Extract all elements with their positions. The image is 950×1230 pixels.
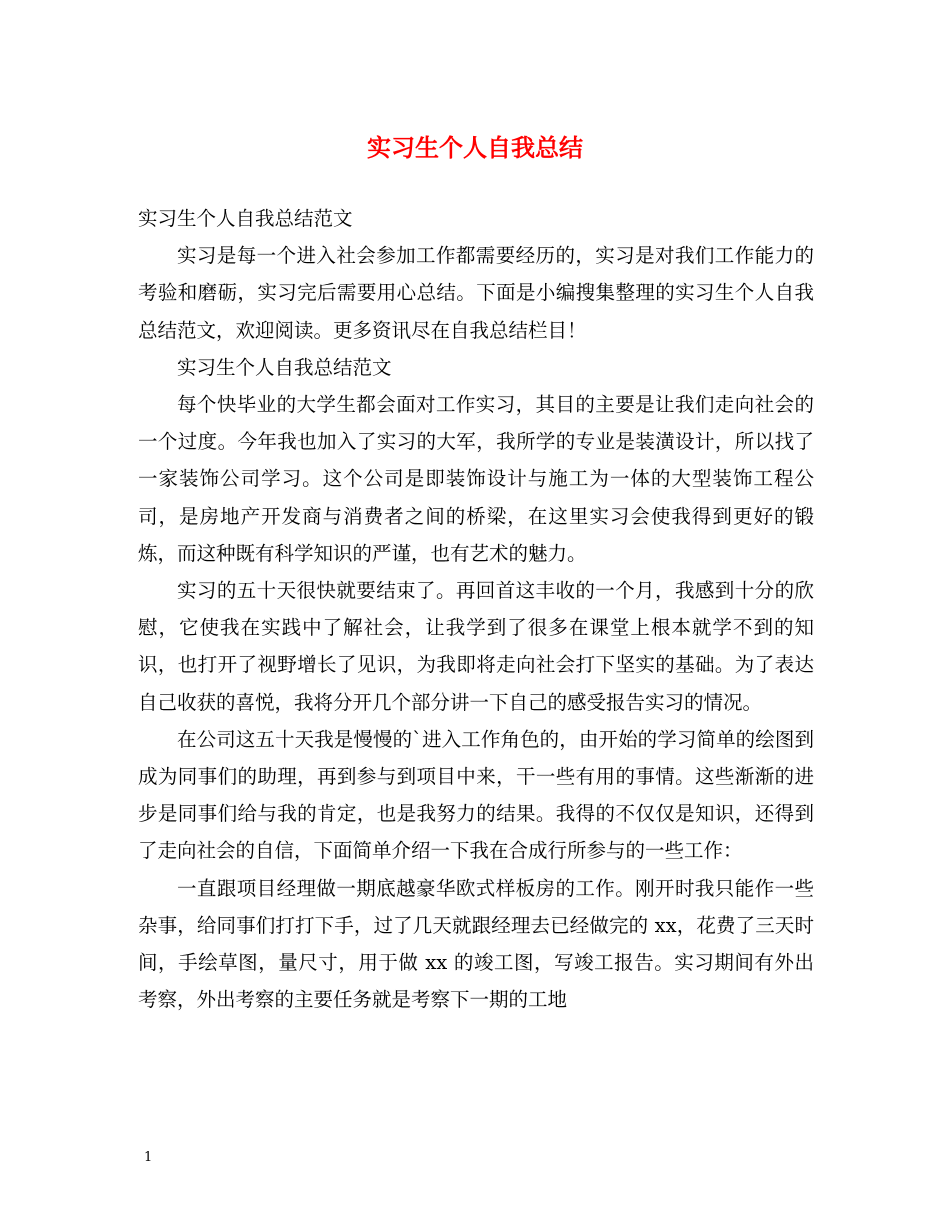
paragraph: 在公司这五十天我是慢慢的`进入工作角色的，由开始的学习简单的绘图到成为同事们的助理，再到参与到项目中来，干一些有用的事情。这些渐渐的进步是同事们给与我的肯定，也是我努力的结果。我得的不仅仅是知识，还得到了走向社会的自信，下面简单介绍一下我在合成行所参与的一些工作： <box>138 727 814 863</box>
document-body <box>138 200 814 1018</box>
document-subtitle: 实习生个人自我总结范文 <box>138 207 353 230</box>
paragraph: 一直跟项目经理做一期底越豪华欧式样板房的工作。刚开时我只能作一些杂事，给同事们打打下手，过了几天就跟经理去已经做完的 xx，花费了三天时间，手绘草图，量尺寸，用于做 xx 的竣工图，写竣工报告。实习期间有外出考察，外出考察的主要任务就是考察下一期的工地 <box>138 876 814 1012</box>
paragraph: 实习是每一个进入社会参加工作都需要经历的，实习是对我们工作能力的考验和磨砺，实习完后需要用心总结。下面是小编搜集整理的实习生个人自我总结范文，欢迎阅读。更多资讯尽在自我总结栏目！ <box>138 244 814 342</box>
paragraph: 实习的五十天很快就要结束了。再回首这丰收的一个月，我感到十分的欣慰，它使我在实践中了解社会，让我学到了很多在课堂上根本就学不到的知识，也打开了视野增长了见识，为我即将走向社会打下坚实的基础。为了表达自己收获的喜悦，我将分开几个部分讲一下自己的感受报告实习的情况。 <box>138 579 814 714</box>
page-number: 1 <box>144 1150 153 1165</box>
document-title: 实习生个人自我总结 <box>367 133 583 162</box>
paragraph: 每个快毕业的大学生都会面对工作实习，其目的主要是让我们走向社会的一个过度。今年我也加入了实习的大军，我所学的专业是装潢设计，所以找了一家装饰公司学习。这个公司是即装饰设计与施工为一体的大型装饰工程公司，是房地产开发商与消费者之间的桥梁，在这里实习会使我得到更好的锻炼，而这种既有科学知识的严谨，也有艺术的魅力。 <box>138 393 814 565</box>
section-heading: 实习生个人自我总结范文 <box>177 355 392 379</box>
